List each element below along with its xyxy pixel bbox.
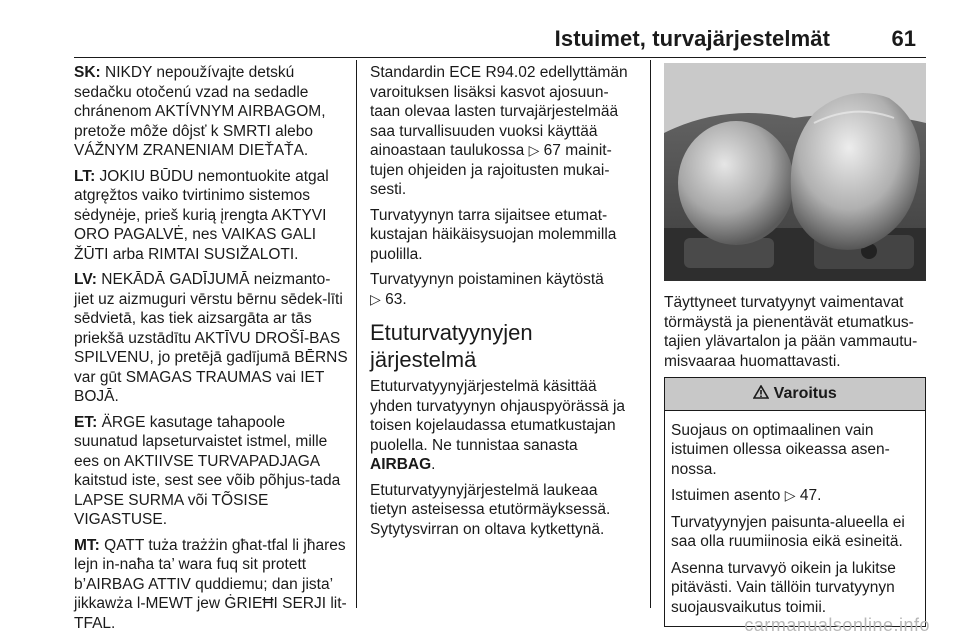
header-rule (74, 57, 926, 58)
paragraph-text: Standardin ECE R94.02 edellyttämän varoituksen lisäksi kasvot ajosuun-taan olevaa lasten turvajärjestelmää saa turvallisuuden vuoksi käyttää ainoastaan taulukossa (370, 64, 628, 159)
warning-header (665, 378, 925, 411)
watermark: carmanualsonline.info (744, 615, 930, 635)
warning-text: NIKDY nepoužívajte detskú sedačku otočenú vzad na sedadle chránenom AKTÍVNYM AIRBAGOM, pretože môže dôjsť k SMRTI alebo VÁŽNYM ZRANENIAM DIEŤAŤA. (74, 64, 326, 159)
language-code: SK: (74, 64, 101, 81)
warning-text: QATT tuża trażżin għat-tfal li jħares lejn in-naħa ta’ wara fuq sit protett b’AIRBAG ATTIV quddiemu; dan jista’ jikkawża l-MEWT jew ĠRIEĦI SERJI lit-TFAL. (74, 536, 347, 632)
airbag-label: AIRBAG (370, 456, 432, 473)
page-number: 61 (891, 26, 916, 51)
language-code: ET: (74, 413, 98, 431)
paragraph-label-location: Turvatyynyn tarra sijaitsee etumat-kustajan häikäisysuojan molemmilla puolilla. (370, 206, 617, 263)
page-reference-arrow-icon: ▷ (370, 290, 381, 307)
photo-caption: Täyttyneet turvatyynyt vaimentavat törmäystä ja pienentävät etumatkus-tajien ylävartalon ja pään vammautu-misvaaraa huomattavasti. (664, 294, 918, 370)
warning-paragraph-et (74, 413, 348, 530)
page-reference: 47. (799, 487, 822, 504)
column-warnings-multilingual (74, 63, 348, 639)
warning-title: Varoitus (773, 385, 837, 402)
language-code: MT: (74, 536, 100, 554)
page-reference: 67 (543, 142, 561, 159)
warning-box (664, 377, 926, 627)
page-reference: 63. (385, 290, 407, 308)
paragraph-text: Turvatyynyn poistaminen käytöstä (370, 271, 604, 288)
warning-item (671, 486, 919, 506)
warning-text: JOKIU BŪDU nemontuokite atgal atgręžtos vaiko tvirtinimo sistemos sėdynėje, prieš kurią įrengta AKTYVI ORO PAGALVĖ, nes VAIKAS GALI ŽŪTI arba RIMTAI SUSIŽALOTI. (74, 167, 329, 263)
column-main-text (370, 63, 636, 545)
inflated-airbags-photo (664, 63, 926, 281)
language-code: LV: (74, 271, 97, 288)
warning-paragraph-mt (74, 536, 348, 634)
warning-item: Suojaus on optimaalinen vain istuimen ollessa oikeassa asen-nossa. (671, 421, 890, 478)
warning-item: Asenna turvavyö oikein ja lukitse pitävästi. Vain tällöin turvatyynyn suojausvaikutus toimii. (671, 559, 896, 616)
paragraph-text: mainit-tujen ohjeiden ja rajoitusten mukai-sesti. (370, 142, 612, 198)
warning-body (665, 411, 925, 627)
language-code: LT: (74, 167, 96, 185)
column-divider-right (650, 60, 651, 608)
section-title: Etuturvatyynyjen järjestelmä (370, 320, 533, 372)
paragraph-system-description: Etuturvatyynyjärjestelmä käsittää yhden turvatyynyn ohjauspyörässä ja toisen kojelaudassa etumatkustajan puolella. Ne tunnistaa sanasta AIRBAG. (370, 378, 626, 473)
paragraph-text: Etuturvatyynyjärjestelmä käsittää yhden turvatyynyn ohjauspyörässä ja toisen kojelaudassa etumatkustajan puolella. Ne tunnistaa sanasta (370, 378, 626, 454)
column-illustration (664, 63, 926, 627)
warning-paragraph-sk (74, 63, 348, 161)
warning-text: ÄRGE kasutage tahapoole suunatud lapseturvaistet istmel, mille ees on AKTIIVSE TURVAPADJAGA kaitstud iste, sest see võib põhjus-tada LAPSE SURMA või TÕSISE VIGASTUSE. (74, 413, 341, 528)
paragraph-deactivation (370, 270, 636, 309)
paragraph-text: Istuimen asento (671, 487, 781, 504)
page-reference-arrow-icon: ▷ (528, 142, 540, 158)
warning-item: Turvatyynyjen paisunta-alueella ei saa olla ruumiinosia eikä esineitä. (671, 513, 905, 550)
column-divider-left (356, 60, 357, 608)
page-header-title: Istuimet, turvajärjestelmät (554, 26, 830, 51)
page-reference-arrow-icon: ▷ (784, 487, 796, 503)
warning-triangle-icon (753, 385, 769, 399)
warning-paragraph-lt (74, 167, 348, 265)
paragraph-deployment: Etuturvatyynyjärjestelmä laukeaa tietyn asteisessa etutörmäyksessä. Sytytysvirran on oltava kytkettynä. (370, 481, 611, 538)
warning-paragraph-lv (74, 270, 348, 407)
paragraph-ece-standard (370, 63, 636, 200)
warning-text: NEKĀDĀ GADĪJUMĀ neizmanto-jiet uz aizmuguri vērstu bērnu sēdek-līti sēdvietā, kas tiek aizsargāta ar tās priekšā uzstādītu AKTĪVU DROŠĪ-BAS SPILVENU, jo pretējā gadījumā BĒRNS var gūt SMAGAS TRAUMAS vai IET BOJĀ. (74, 271, 348, 405)
